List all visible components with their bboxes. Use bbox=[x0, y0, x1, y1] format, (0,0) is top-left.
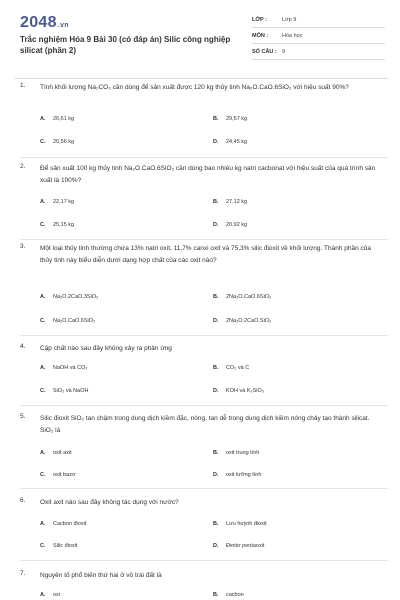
option-c[interactable] bbox=[40, 139, 74, 145]
option-label: A. bbox=[40, 199, 46, 205]
option-text: CO₂ và C bbox=[226, 365, 250, 371]
option-text: oxit trung tính bbox=[226, 450, 260, 456]
logo-main: 2048 bbox=[20, 14, 57, 31]
question-divider bbox=[20, 157, 388, 158]
option-label: C. bbox=[40, 472, 46, 478]
question-divider bbox=[20, 488, 388, 489]
option-text: cacbon bbox=[226, 592, 244, 598]
meta-value: Hóa học bbox=[282, 32, 303, 39]
option-label: B. bbox=[213, 592, 219, 598]
option-c[interactable] bbox=[40, 472, 76, 478]
option-label: B. bbox=[213, 294, 219, 300]
option-label: A. bbox=[40, 116, 46, 122]
option-text: 2Na₂O.CaO.6SiO₂ bbox=[226, 294, 272, 300]
meta-key: SỐ CÂU : bbox=[252, 48, 277, 55]
option-d[interactable] bbox=[213, 139, 247, 145]
option-text: 25,15 kg bbox=[53, 222, 75, 228]
question-text: Tính khối lượng Na₂CO₃ cần dùng để sản xuất được 120 kg thủy tinh Na₂O.CaO.6SiO₂ với hiệu suất 90%? bbox=[40, 84, 349, 91]
option-text: oxit axit bbox=[53, 450, 72, 456]
meta-row-subject bbox=[252, 28, 385, 44]
question-number: 2. bbox=[20, 163, 26, 170]
option-text: SiO₂ và NaOH bbox=[53, 388, 89, 394]
option-c[interactable] bbox=[40, 222, 74, 228]
question-number: 4. bbox=[20, 343, 26, 350]
worksheet-title: Trắc nghiệm Hóa 9 Bài 30 (có đáp án) Silic công nghiệp silicat (phần 2) bbox=[20, 35, 231, 55]
option-d[interactable] bbox=[213, 472, 261, 478]
option-text: oxit lưỡng tính bbox=[226, 472, 262, 478]
option-label: D. bbox=[213, 139, 219, 145]
site-logo[interactable] bbox=[20, 14, 69, 32]
question-text: Một loại thủy tinh thường chứa 13% natri oxit, 11,7% canxi oxit và 75,3% silic đioxit về khối lượng. Thành phần của thủy tinh này biểu diễn dưới dạng hợp chất của các oxit nào? bbox=[40, 245, 371, 264]
question-7 bbox=[20, 570, 385, 600]
question-5 bbox=[20, 413, 385, 489]
option-a[interactable] bbox=[40, 521, 86, 527]
question-1 bbox=[20, 82, 385, 162]
option-label: A. bbox=[40, 294, 46, 300]
option-text: 2Na₂O.2CaO.SiO₂ bbox=[226, 318, 272, 324]
option-text: NaOH và CO₂ bbox=[53, 365, 88, 371]
meta-row-count bbox=[252, 44, 385, 60]
option-a[interactable] bbox=[40, 450, 72, 456]
question-4 bbox=[20, 343, 385, 409]
question-3 bbox=[20, 243, 385, 337]
question-number: 1. bbox=[20, 82, 26, 89]
meta-value: Lớp 9 bbox=[282, 16, 297, 23]
option-c[interactable] bbox=[40, 543, 77, 549]
option-label: D. bbox=[213, 472, 219, 478]
question-divider bbox=[20, 405, 388, 406]
question-text: Cặp chất nào sau đây không xảy ra phản ứng bbox=[40, 345, 172, 352]
question-divider bbox=[20, 335, 388, 336]
option-text: Na₂O.2CaO.3SiO₂ bbox=[53, 294, 99, 300]
option-text: KOH và K₂SiO₃ bbox=[226, 388, 264, 394]
option-text: Silic đioxit bbox=[53, 543, 78, 549]
option-text: oxit bazơ bbox=[53, 472, 76, 478]
header-divider bbox=[14, 78, 388, 79]
option-text: Na₂O.CaO.6SiO₂ bbox=[53, 318, 96, 324]
option-label: C. bbox=[40, 388, 46, 394]
option-b[interactable] bbox=[213, 521, 267, 527]
option-text: Đinitơ pentaoxit bbox=[226, 543, 265, 549]
option-label: B. bbox=[213, 521, 219, 527]
option-a[interactable] bbox=[40, 592, 60, 598]
option-label: D. bbox=[213, 318, 219, 324]
option-b[interactable] bbox=[213, 116, 247, 122]
option-label: C. bbox=[40, 318, 46, 324]
option-text: 24,45 kg bbox=[226, 139, 248, 145]
question-number: 5. bbox=[20, 413, 26, 420]
option-text: oxi bbox=[53, 592, 61, 598]
option-label: D. bbox=[213, 543, 219, 549]
logo-suffix: .vn bbox=[57, 22, 69, 29]
option-label: B. bbox=[213, 199, 219, 205]
meta-row-grade bbox=[252, 12, 385, 28]
option-label: A. bbox=[40, 592, 46, 598]
question-text: Silic đioxit SiO₂ tan chậm trong dung dịch kiềm đặc, nóng, tan dễ trong dung dịch kiềm nóng chảy tạo thành silicat. SiO₂ là bbox=[40, 415, 370, 434]
question-divider bbox=[20, 239, 388, 240]
option-a[interactable] bbox=[40, 365, 88, 371]
option-label: D. bbox=[213, 222, 219, 228]
option-text: Lưu huỳnh đioxit bbox=[226, 521, 267, 527]
option-b[interactable] bbox=[213, 592, 244, 598]
option-b[interactable] bbox=[213, 365, 249, 371]
option-text: Cacbon đioxit bbox=[53, 521, 87, 527]
option-a[interactable] bbox=[40, 116, 74, 122]
option-label: A. bbox=[40, 521, 46, 527]
option-label: A. bbox=[40, 450, 46, 456]
option-text: 22,17 kg bbox=[53, 199, 75, 205]
option-label: C. bbox=[40, 543, 46, 549]
option-a[interactable] bbox=[40, 199, 74, 205]
option-label: C. bbox=[40, 222, 46, 228]
worksheet-header bbox=[20, 12, 385, 70]
option-label: B. bbox=[213, 116, 219, 122]
question-6 bbox=[20, 497, 385, 563]
option-label: D. bbox=[213, 388, 219, 394]
worksheet-meta-table bbox=[252, 12, 385, 60]
option-text: 20,56 kg bbox=[53, 139, 75, 145]
meta-value: 9 bbox=[282, 48, 286, 55]
question-text: Oxit axit nào sau đây không tác dụng với nước? bbox=[40, 499, 179, 506]
meta-key: MÔN : bbox=[252, 32, 269, 39]
question-number: 6. bbox=[20, 497, 26, 504]
option-d[interactable] bbox=[213, 222, 247, 228]
option-text: 27,12 kg bbox=[226, 199, 248, 205]
option-text: 26,61 kg bbox=[53, 116, 75, 122]
option-d[interactable] bbox=[213, 543, 264, 549]
meta-key: LỚP : bbox=[252, 16, 267, 23]
question-number: 7. bbox=[20, 570, 26, 577]
question-text: Để sản xuất 100 kg thủy tinh Na₂O.CaO.6SiO₂ cần dùng bao nhiêu kg natri cacbonat với hiệu suất của quá trình sản xuất là 100%? bbox=[40, 165, 376, 184]
question-divider bbox=[20, 560, 388, 561]
option-label: B. bbox=[213, 450, 219, 456]
option-b[interactable] bbox=[213, 450, 259, 456]
question-text: Nguyên tố phổ biến thứ hai ở vỏ trái đất là bbox=[40, 572, 162, 579]
option-label: B. bbox=[213, 365, 219, 371]
option-c[interactable] bbox=[40, 388, 88, 394]
option-d[interactable] bbox=[213, 388, 264, 394]
option-d[interactable] bbox=[213, 318, 271, 324]
option-c[interactable] bbox=[40, 318, 95, 324]
option-text: 29,57 kg bbox=[226, 116, 248, 122]
option-b[interactable] bbox=[213, 294, 271, 300]
question-number: 3. bbox=[20, 243, 26, 250]
option-b[interactable] bbox=[213, 199, 247, 205]
option-label: A. bbox=[40, 365, 46, 371]
option-a[interactable] bbox=[40, 294, 98, 300]
option-text: 20,92 kg bbox=[226, 222, 248, 228]
option-label: C. bbox=[40, 139, 46, 145]
question-2 bbox=[20, 163, 385, 243]
